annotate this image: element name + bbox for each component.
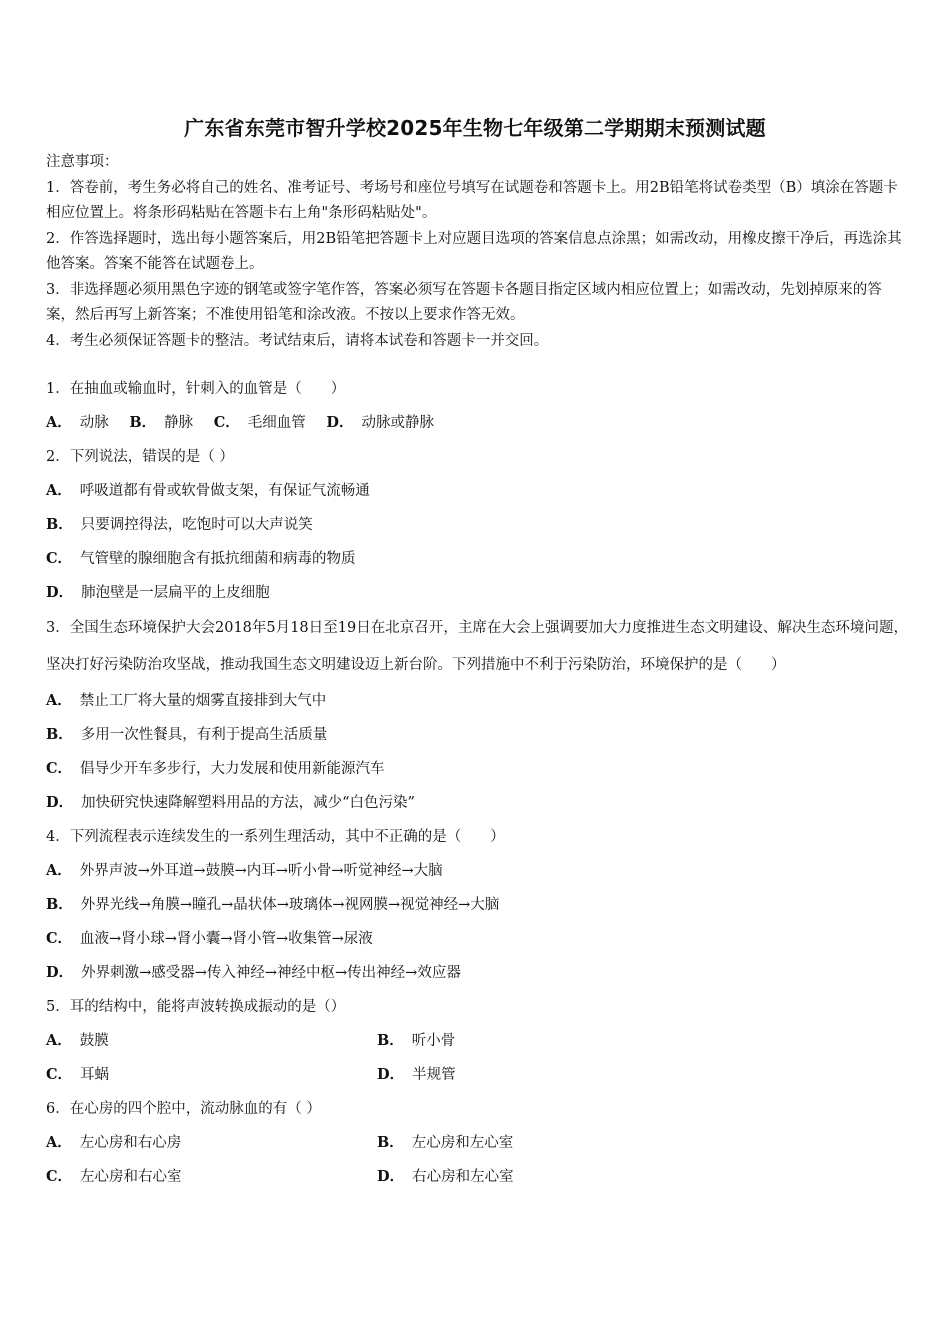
question-stem: 2．下列说法，错误的是（ ）: [46, 449, 234, 465]
option-text: 倡导少开车多步行，大力发展和使用新能源汽车: [80, 761, 385, 777]
option-row: [46, 786, 908, 820]
option-text: 听小骨: [411, 1033, 456, 1049]
option-text: 耳蜗: [80, 1067, 110, 1083]
questions-section: [46, 372, 908, 1194]
option-text: 只要调控得法，吃饱时可以大声说笑: [80, 517, 313, 533]
question-stem: 3．全国生态环境保护大会2018年5月18日至19日在北京召开，主席在大会上强调要加大力度推进生态文明建设、解决生态环境问题，坚决打好污染防治攻坚战，推动我国生态文明建设迈上新台阶。下列措施中不利于污染防治，环境保护的是（ ）: [46, 620, 908, 673]
option-text: 禁止工厂将大量的烟雾直接排到大气中: [79, 693, 327, 709]
option-text: 静脉: [164, 415, 194, 431]
option-text: 鼓膜: [79, 1033, 109, 1049]
option-text: 外界刺激→感受器→传入神经→神经中枢→传出神经→效应器: [81, 965, 461, 981]
option-label: B．: [129, 414, 157, 431]
option-label: D．: [377, 1168, 405, 1185]
option-text: 外界光线→角膜→瞳孔→晶状体→玻璃体→视网膜→视觉神经→大脑: [80, 897, 500, 913]
option-text: 呼吸道都有骨或软骨做支架，有保证气流畅通: [79, 483, 370, 499]
option-label: A．: [46, 862, 72, 879]
option-label: B．: [46, 516, 73, 533]
question-stem: 6．在心房的四个腔中，流动脉血的有（ ）: [46, 1101, 321, 1117]
option-text: 左心房和右心房: [79, 1135, 182, 1151]
option: [46, 1058, 377, 1092]
option-row: [46, 956, 908, 990]
option-row: [46, 922, 908, 956]
option-label: B．: [46, 726, 73, 743]
option-text: 毛细血管: [247, 415, 306, 431]
option-text: 半规管: [412, 1067, 456, 1083]
notice-item: 1．答卷前，考生务必将自己的姓名、准考证号、考场号和座位号填写在试题卷和答题卡上。用2B铅笔将试卷类型（B）填涂在答题卡相应位置上。将条形码粘贴在答题卡右上角"条形码粘贴处"。: [46, 179, 898, 221]
notice-section: [46, 150, 906, 354]
option-label: D．: [46, 964, 74, 981]
option-text: 动脉或静脉: [361, 415, 434, 431]
option-row: [46, 508, 908, 542]
option-row: [46, 684, 908, 718]
option-text: 肺泡壁是一层扁平的上皮细胞: [81, 585, 270, 601]
option-text: 左心房和右心室: [80, 1169, 182, 1185]
option-label: C．: [213, 414, 240, 431]
option-label: D．: [377, 1066, 405, 1083]
option: [377, 1058, 456, 1092]
option-label: D．: [46, 794, 74, 811]
option-row: [46, 752, 908, 786]
question-stem: 5．耳的结构中，能将声波转换成振动的是（）: [46, 999, 346, 1015]
question-stem: 1．在抽血或输血时，针刺入的血管是（ ）: [46, 381, 346, 397]
notice-item: 3．非选择题必须用黑色字迹的钢笔或签字笔作答，答案必须写在答题卡各题目指定区域内相应位置上；如需改动，先划掉原来的答案，然后再写上新答案；不准使用铅笔和涂改液。不按以上要求作答无效。: [46, 281, 882, 323]
option-row: [46, 474, 908, 508]
option-row-two-column: [46, 1160, 908, 1194]
option-label: C．: [46, 1066, 73, 1083]
page-title: 广东省东莞市智升学校2025年生物七年级第二学期期末预测试题: [184, 116, 766, 140]
option-text: 左心房和左心室: [411, 1135, 514, 1151]
option: [377, 1160, 514, 1194]
option-label: B．: [377, 1032, 404, 1049]
option-row-two-column: [46, 1058, 908, 1092]
question-stem: 4．下列流程表示连续发生的一系列生理活动，其中不正确的是（ ）: [46, 829, 505, 845]
option-label: C．: [46, 930, 73, 947]
option-row: [46, 542, 908, 576]
option-label: B．: [46, 896, 73, 913]
question-options-inline: [46, 406, 908, 440]
option: [46, 1160, 377, 1194]
notice-item: 2．作答选择题时，选出每小题答案后，用2B铅笔把答题卡上对应题目选项的答案信息点涂黑；如需改动，用橡皮擦干净后，再选涂其他答案。答案不能答在试题卷上。: [46, 230, 902, 272]
option-label: A．: [46, 482, 72, 499]
option: [46, 1126, 377, 1160]
option-text: 外界声波→外耳道→鼓膜→内耳→听小骨→听觉神经→大脑: [79, 863, 443, 879]
option-label: B．: [377, 1134, 404, 1151]
option-label: C．: [46, 760, 73, 777]
option-row: [46, 888, 908, 922]
option-label: A．: [46, 1134, 72, 1151]
option-text: 动脉: [79, 415, 109, 431]
option-text: 血液→肾小球→肾小囊→肾小管→收集管→尿液: [80, 931, 373, 947]
option: [46, 1024, 377, 1058]
option-label: D．: [326, 414, 354, 431]
option-row: [46, 576, 908, 610]
option-label: A．: [46, 1032, 72, 1049]
option-label: C．: [46, 550, 73, 567]
notice-heading: 注意事项：: [46, 154, 119, 170]
option-label: D．: [46, 584, 74, 601]
option-label: C．: [46, 1168, 73, 1185]
option: [377, 1024, 455, 1058]
option-row: [46, 854, 908, 888]
option-row-two-column: [46, 1126, 908, 1160]
option-label: A．: [46, 414, 72, 431]
option-text: 气管壁的腺细胞含有抵抗细菌和病毒的物质: [80, 551, 356, 567]
option: [377, 1126, 513, 1160]
notice-item: 4．考生必须保证答题卡的整洁。考试结束后，请将本试卷和答题卡一并交回。: [46, 332, 549, 349]
option-text: 右心房和左心室: [412, 1169, 514, 1185]
option-label: A．: [46, 692, 72, 709]
option-row: [46, 718, 908, 752]
option-text: 多用一次性餐具，有利于提高生活质量: [80, 727, 328, 743]
option-text: 加快研究快速降解塑料用品的方法，减少“白色污染”: [81, 795, 415, 811]
option-row-two-column: [46, 1024, 908, 1058]
